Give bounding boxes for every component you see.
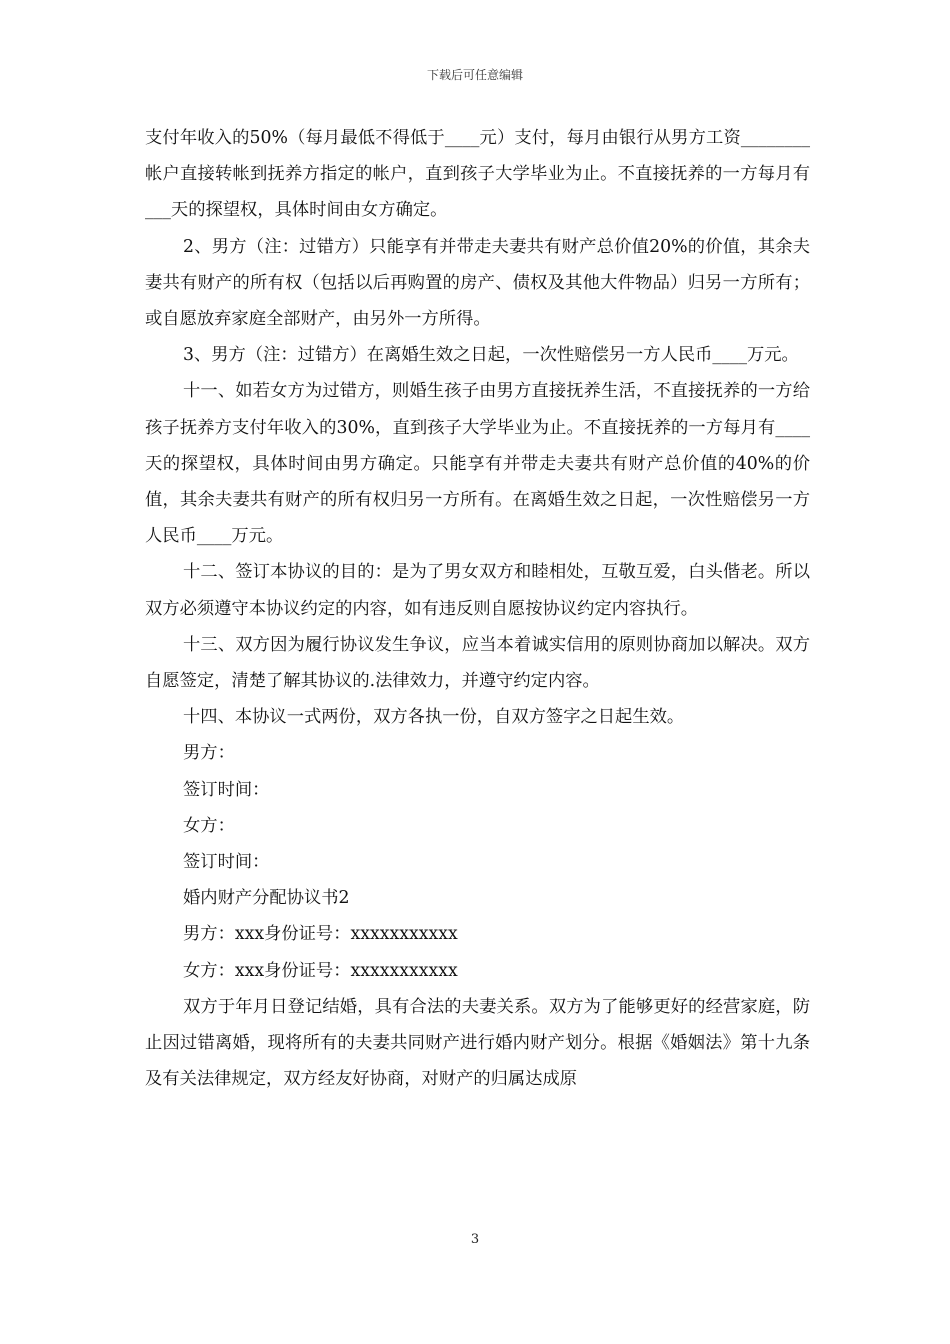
- page-header: 下载后可任意编辑: [426, 68, 523, 82]
- paragraph-child-support-continued: 支付年收入的50%（每月最低不得低于____元）支付，每月由银行从男方工资________帐户直接转帐到抚养方指定的帐户，直到孩子大学毕业为止。不直接抚养的一方每月有___天的探望权，具体时间由女方确定。: [145, 128, 810, 221]
- paragraph-clause-2: 2、男方（注：过错方）只能享有并带走夫妻共有财产总价值20%的价值，其余夫妻共有财产的所有权（包括以后再购置的房产、债权及其他大件物品）归另一方所有；或自愿放弃家庭全部财产，由另外一方所得。: [145, 236, 810, 330]
- page-number: 3: [470, 1232, 480, 1247]
- signature-date-1: 签订时间：: [183, 779, 270, 800]
- signature-date-2: 签订时间：: [183, 852, 270, 873]
- paragraph-clause-3: 3、男方（注：过错方）在离婚生效之日起，一次性赔偿另一方人民币____万元。: [183, 345, 799, 366]
- signature-male-party: 男方：: [183, 743, 235, 764]
- paragraph-article-12: 十二、签订本协议的目的：是为了男女双方和睦相处，互敬互爱，白头偕老。所以双方必须遵守本协议约定的内容，如有违反则自愿按协议约定内容执行。: [145, 562, 810, 619]
- paragraph-agreement-2-intro: 双方于年月日登记结婚，具有合法的夫妻关系。双方为了能够更好的经营家庭，防止因过错离婚，现将所有的夫妻共同财产进行婚内财产划分。根据《婚姻法》第十九条及有关法律规定，双方经友好协商，对财产的归属达成原: [145, 996, 810, 1090]
- signature-female-party: 女方：: [183, 815, 235, 836]
- section-title-agreement-2: 婚内财产分配协议书2: [183, 888, 350, 909]
- male-party-id-line: 男方：xxx身份证号：xxxxxxxxxxx: [183, 924, 458, 945]
- paragraph-article-11: 十一、如若女方为过错方，则婚生孩子由男方直接抚养生活，不直接抚养的一方给孩子抚养方支付年收入的30%，直到孩子大学毕业为止。不直接抚养的一方每月有____天的探望权，具体时间由男方确定。只能享有并带走夫妻共有财产总价值的40%的价值，其余夫妻共有财产的所有权归另一方所有。在离婚生效之日起，一次性赔偿另一方人民币____万元。: [145, 381, 810, 547]
- paragraph-article-14: 十四、本协议一式两份，双方各执一份，自双方签字之日起生效。: [183, 707, 685, 728]
- paragraph-article-13: 十三、双方因为履行协议发生争议，应当本着诚实信用的原则协商加以解决。双方自愿签定，清楚了解其协议的.法律效力，并遵守约定内容。: [145, 634, 810, 692]
- document-body: [145, 120, 810, 1097]
- female-party-id-line: 女方：xxx身份证号：xxxxxxxxxxx: [183, 960, 458, 981]
